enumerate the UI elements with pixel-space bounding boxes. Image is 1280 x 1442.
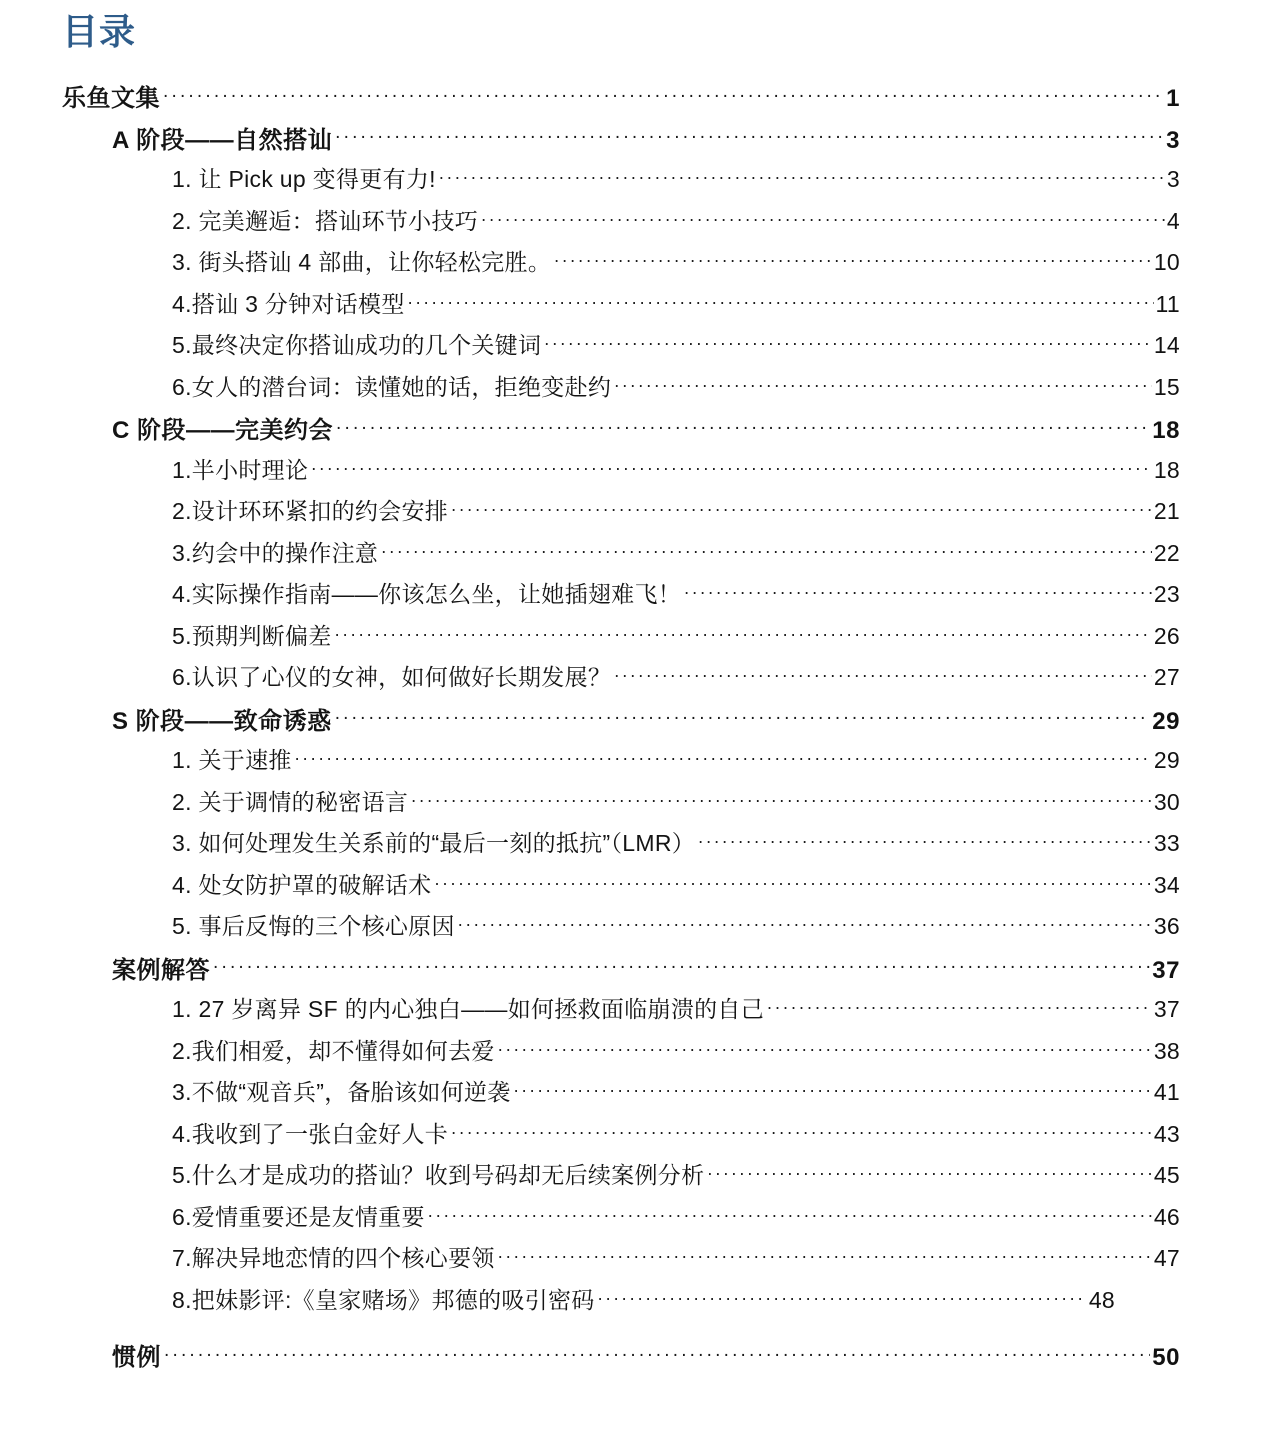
toc-entry-page-number: 23	[1153, 581, 1180, 607]
toc-entry-page-number: 27	[1153, 664, 1180, 690]
toc-entry[interactable]	[0, 327, 1280, 369]
toc-entry[interactable]	[0, 78, 1280, 120]
toc-entry-label: A 阶段——自然搭讪	[112, 126, 333, 154]
toc-leader-dots	[451, 503, 1152, 519]
toc-leader-dots	[707, 1167, 1151, 1183]
toc-entry-label: 6.女人的潜台词：读懂她的话，拒绝变赴约	[172, 373, 612, 400]
toc-leader-dots	[598, 1292, 1087, 1308]
toc-leader-dots	[428, 1209, 1152, 1225]
toc-entry-page-number: 34	[1153, 871, 1180, 898]
toc-entry-page-number: 4	[1166, 207, 1180, 234]
toc-leader-dots	[164, 1349, 1150, 1365]
toc-entry-label: 2. 完美邂逅：搭讪环节小技巧	[172, 207, 479, 234]
toc-entry-list	[0, 78, 1280, 1379]
toc-entry[interactable]	[0, 535, 1280, 577]
toc-entry[interactable]	[0, 369, 1280, 411]
toc-leader-dots	[336, 422, 1150, 438]
toc-entry[interactable]	[0, 493, 1280, 535]
page-title: 目录	[62, 11, 137, 52]
toc-entry-page-number: 37	[1152, 956, 1180, 984]
toc-entry-label: 1. 关于速推	[172, 747, 292, 773]
toc-leader-dots	[614, 669, 1152, 685]
toc-entry-page-number: 36	[1153, 913, 1180, 939]
toc-entry[interactable]	[0, 867, 1280, 909]
toc-entry[interactable]	[0, 1240, 1280, 1282]
toc-entry-label: 8.把妹影评:《皇家赌场》邦德的吸引密码	[172, 1286, 595, 1313]
toc-entry-label: C 阶段——完美约会	[112, 417, 333, 444]
toc-leader-dots	[481, 213, 1165, 229]
toc-entry-label: 6.爱情重要还是友情重要	[172, 1203, 425, 1230]
toc-entry[interactable]	[0, 1033, 1280, 1075]
toc-entry-page-number: 3	[1166, 126, 1180, 154]
toc-entry-page-number: 29	[1153, 747, 1180, 773]
toc-entry-page-number: 18	[1153, 456, 1180, 483]
toc-entry-label: 2.我们相爱，却不懂得如何去爱	[172, 1037, 495, 1064]
toc-entry-label: 3. 如何处理发生关系前的“最后一刻的抵抗”（LMR）	[172, 830, 696, 856]
toc-entry[interactable]	[0, 950, 1280, 992]
toc-leader-dots	[684, 586, 1152, 602]
toc-leader-dots	[381, 545, 1152, 561]
toc-entry[interactable]	[0, 452, 1280, 494]
toc-entry[interactable]	[0, 618, 1280, 660]
toc-entry[interactable]	[0, 1282, 1280, 1324]
toc-entry[interactable]	[0, 410, 1280, 452]
toc-entry-page-number: 45	[1153, 1162, 1180, 1188]
toc-entry[interactable]	[0, 1337, 1280, 1379]
toc-leader-dots	[213, 962, 1150, 978]
toc-leader-dots	[335, 132, 1164, 148]
toc-entry-label: 1. 让 Pick up 变得更有力!	[172, 166, 436, 192]
toc-leader-dots	[514, 1084, 1152, 1100]
toc-entry-label: 5.预期判断偏差	[172, 622, 332, 649]
toc-entry-label: 惯例	[112, 1344, 161, 1371]
toc-entry[interactable]	[0, 244, 1280, 286]
toc-entry[interactable]	[0, 742, 1280, 784]
toc-entry-label: 3. 街头搭讪 4 部曲，让你轻松完胜。	[172, 249, 552, 275]
toc-leader-dots	[614, 379, 1152, 395]
toc-entry-label: 乐鱼文集	[62, 85, 160, 112]
toc-entry[interactable]	[0, 908, 1280, 950]
toc-entry[interactable]	[0, 991, 1280, 1033]
toc-entry-page-number: 1	[1166, 85, 1180, 112]
toc-leader-dots	[311, 462, 1152, 478]
toc-entry-label: 1.半小时理论	[172, 456, 309, 483]
toc-entry-label: 案例解答	[112, 956, 210, 984]
toc-entry-label: 3.不做“观音兵”，备胎该如何逆袭	[172, 1079, 511, 1105]
toc-entry-page-number: 26	[1153, 622, 1180, 649]
toc-entry-page-number: 38	[1153, 1037, 1180, 1064]
toc-entry-page-number: 30	[1153, 788, 1180, 815]
toc-entry-page-number: 48	[1088, 1286, 1115, 1313]
toc-leader-dots	[411, 794, 1152, 810]
toc-leader-dots	[544, 337, 1152, 353]
toc-entry-label: 4. 处女防护罩的破解话术	[172, 871, 432, 898]
toc-entry-page-number: 14	[1153, 332, 1180, 358]
toc-leader-dots	[767, 1001, 1152, 1017]
toc-leader-dots	[163, 90, 1164, 106]
toc-entry-page-number: 15	[1153, 373, 1180, 400]
toc-entry-label: 7.解决异地恋情的四个核心要领	[172, 1245, 495, 1271]
toc-leader-dots	[458, 918, 1152, 934]
toc-entry-page-number: 46	[1153, 1203, 1180, 1230]
toc-entry[interactable]	[0, 1116, 1280, 1158]
toc-leader-dots	[698, 835, 1152, 851]
toc-entry[interactable]	[0, 701, 1280, 743]
toc-entry[interactable]	[0, 576, 1280, 618]
toc-leader-dots	[335, 713, 1151, 729]
toc-entry-page-number: 22	[1153, 539, 1180, 566]
toc-entry-label: 1. 27 岁离异 SF 的内心独白——如何拯救面临崩溃的自己	[172, 996, 765, 1022]
toc-entry-label: 3.约会中的操作注意	[172, 539, 379, 566]
toc-entry-label: 4.我收到了一张白金好人卡	[172, 1120, 449, 1147]
toc-leader-dots	[295, 752, 1152, 768]
toc-entry-page-number: 47	[1153, 1245, 1180, 1271]
toc-entry-page-number: 41	[1153, 1079, 1180, 1105]
toc-entry-page-number: 18	[1152, 417, 1180, 444]
toc-leader-dots	[498, 1043, 1152, 1059]
toc-leader-dots	[554, 254, 1152, 270]
toc-leader-dots	[408, 296, 1154, 312]
toc-entry[interactable]	[0, 203, 1280, 245]
toc-entry-page-number: 37	[1153, 996, 1180, 1022]
toc-entry-label: 6.认识了心仪的女神，如何做好长期发展？	[172, 664, 612, 690]
toc-entry-label: 2.设计环环紧扣的约会安排	[172, 498, 449, 524]
toc-entry-page-number: 21	[1153, 498, 1180, 524]
toc-leader-dots	[335, 628, 1152, 644]
toc-entry-page-number: 29	[1152, 707, 1180, 735]
toc-entry-page-number: 50	[1152, 1344, 1180, 1371]
toc-entry-label: S 阶段——致命诱惑	[112, 707, 332, 735]
toc-entry-page-number: 33	[1153, 830, 1180, 856]
toc-entry[interactable]	[0, 1157, 1280, 1199]
toc-entry-label: 5.什么才是成功的搭讪？收到号码却无后续案例分析	[172, 1162, 705, 1188]
toc-entry-page-number: 11	[1155, 290, 1180, 317]
toc-entry[interactable]	[0, 120, 1280, 162]
toc-entry-label: 5. 事后反悔的三个核心原因	[172, 913, 455, 939]
toc-entry-page-number: 10	[1153, 249, 1180, 275]
toc-entry-label: 4.实际操作指南——你该怎么坐，让她插翅难飞！	[172, 581, 682, 607]
toc-entry[interactable]	[0, 659, 1280, 701]
toc-entry[interactable]	[0, 1199, 1280, 1241]
toc-entry[interactable]	[0, 161, 1280, 203]
toc-leader-dots	[451, 1126, 1152, 1142]
toc-entry[interactable]	[0, 1074, 1280, 1116]
toc-entry-label: 4.搭讪 3 分钟对话模型	[172, 290, 405, 317]
toc-entry-page-number: 43	[1153, 1120, 1180, 1147]
toc-entry-label: 5.最终决定你搭讪成功的几个关键词	[172, 332, 542, 358]
toc-entry[interactable]	[0, 825, 1280, 867]
toc-leader-dots	[434, 877, 1151, 893]
toc-entry-label: 2. 关于调情的秘密语言	[172, 788, 409, 815]
toc-entry[interactable]	[0, 286, 1280, 328]
toc-entry[interactable]	[0, 784, 1280, 826]
toc-leader-dots	[439, 171, 1165, 187]
toc-entry-page-number: 3	[1166, 166, 1180, 192]
toc-leader-dots	[498, 1250, 1152, 1266]
